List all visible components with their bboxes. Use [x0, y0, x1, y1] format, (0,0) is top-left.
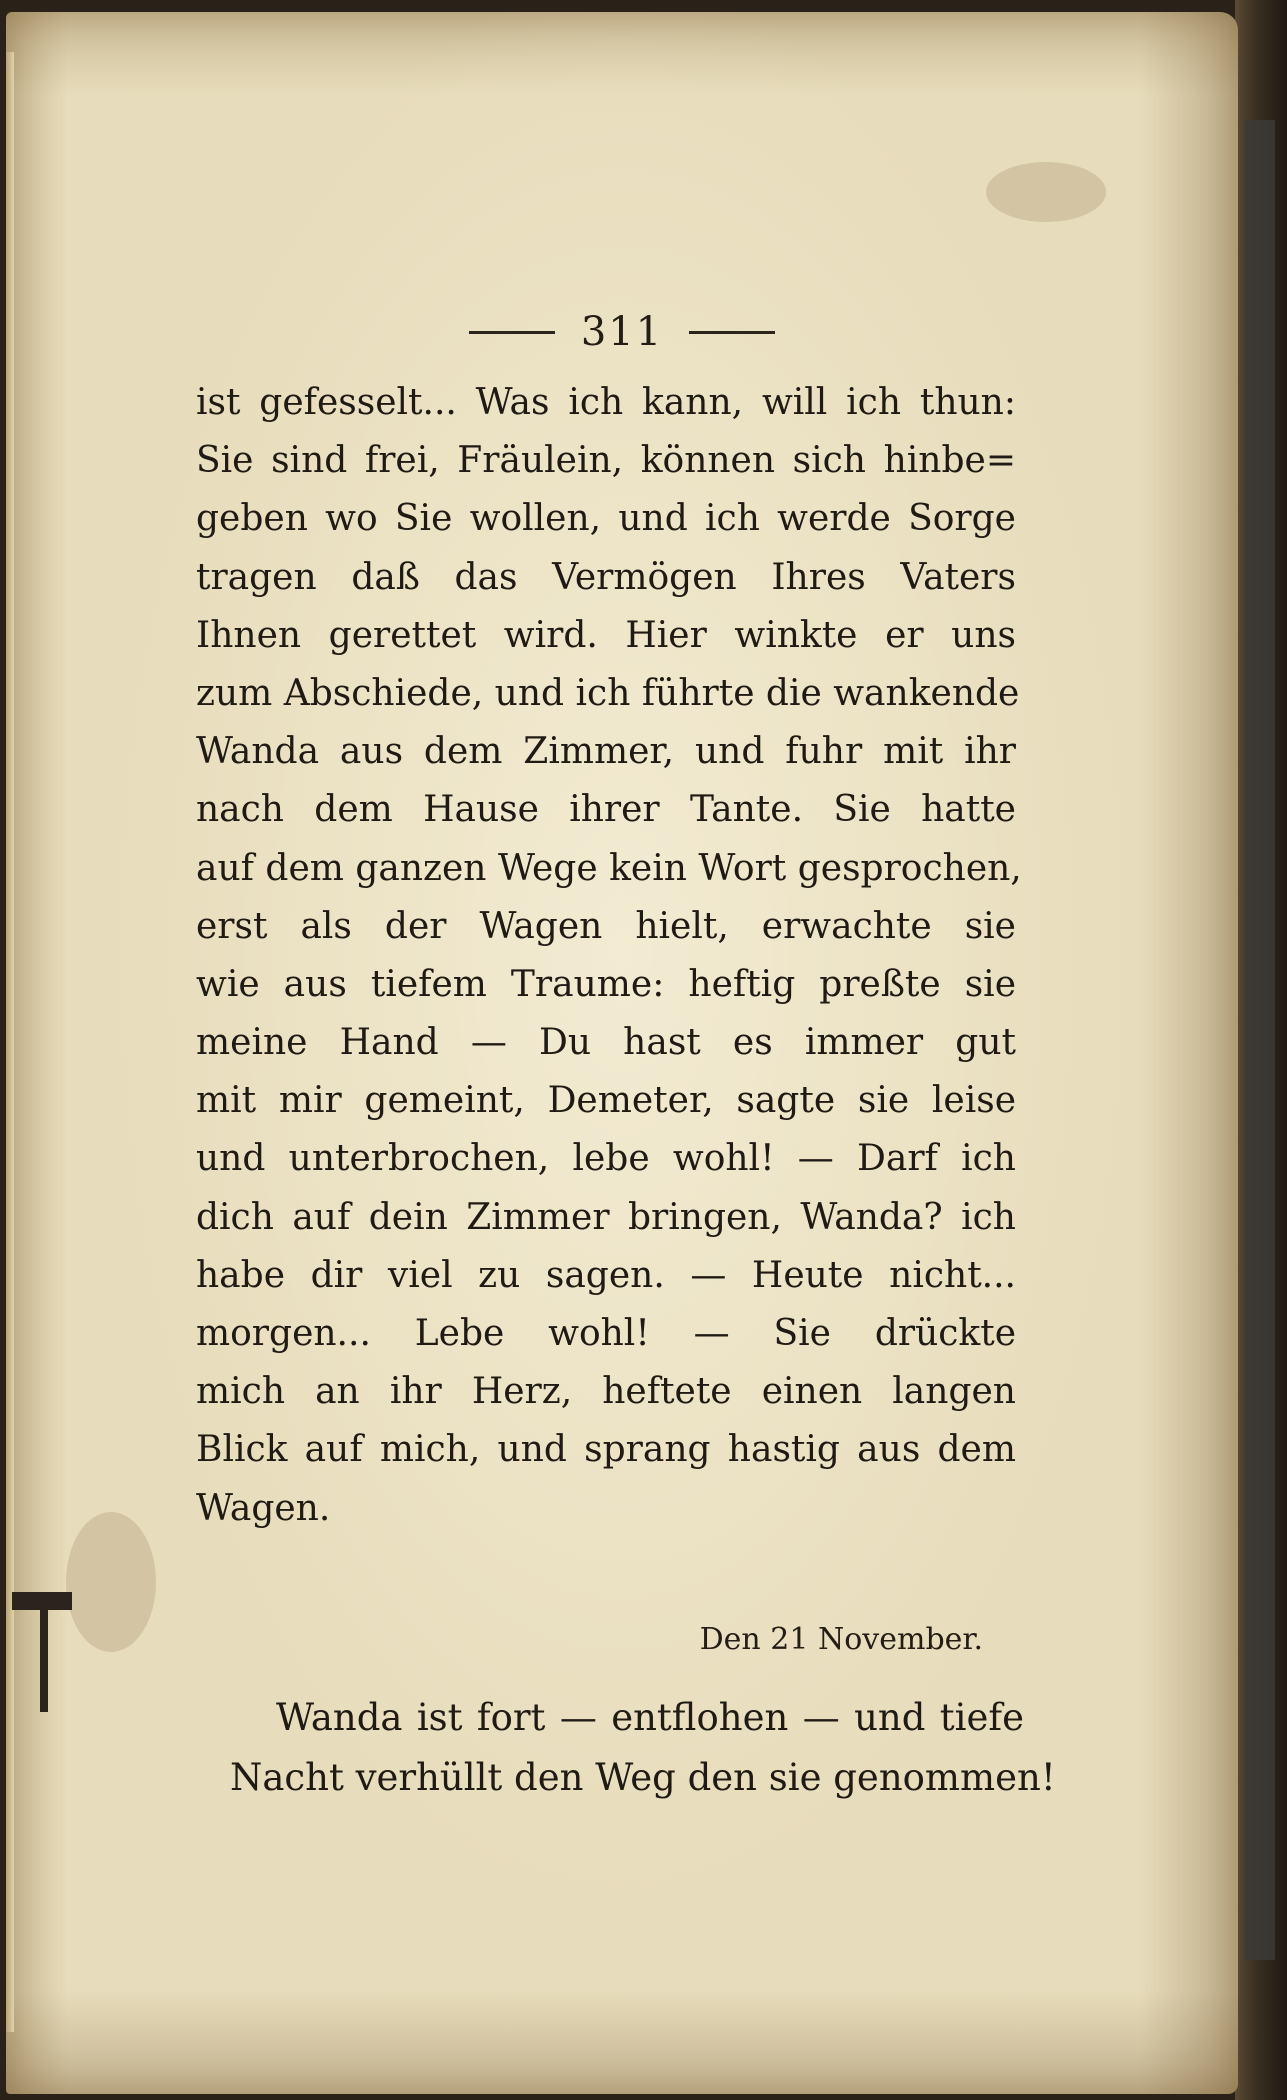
paragraph-1: [196, 374, 1022, 1538]
text-line: wie aus tiefem Traume: heftig preßte sie: [196, 963, 1016, 1005]
paragraph-2: [230, 1688, 1056, 1808]
text-line: morgen... Lebe wohl! — Sie drückte: [196, 1313, 1016, 1354]
text-line: Ihnen gerettet wird. Hier winkte er uns: [196, 614, 1016, 656]
binding-mark: [40, 1592, 48, 1712]
header-rule-left: [469, 331, 555, 334]
paper-stain: [986, 162, 1106, 222]
cover-cloth: [1245, 120, 1275, 1960]
text-line: zum Abschiede, und ich führte die wankende: [196, 672, 1020, 714]
book-cover-edge: [1235, 0, 1287, 2100]
text-line: geben wo Sie wollen, und ich werde Sorge: [196, 498, 1016, 540]
paper-stain: [66, 1512, 156, 1652]
text-line: auf dem ganzen Wege kein Wort gesprochen,: [196, 847, 1022, 889]
text-line: mit mir gemeint, Demeter, sagte sie leise: [196, 1080, 1016, 1122]
text-line: dich auf dein Zimmer bringen, Wanda? ich: [196, 1196, 1016, 1238]
text-line: erst als der Wagen hielt, erwachte sie: [196, 905, 1016, 947]
text-line: und unterbrochen, lebe wohl! — Darf ich: [196, 1138, 1016, 1180]
page-number: 311: [580, 309, 664, 355]
text-line: Nacht verhüllt den Weg den sie genommen!: [230, 1756, 1056, 1799]
header-rule-right: [689, 331, 775, 334]
text-line: ist gefesselt... Was ich kann, will ich thun:: [196, 382, 1016, 423]
text-line: mich an ihr Herz, heftete einen langen: [196, 1371, 1016, 1413]
text-line: Wanda ist fort — entflohen — und tiefe: [276, 1696, 1024, 1739]
page-header: [6, 302, 1238, 362]
text-line: habe dir viel zu sagen. — Heute nicht...: [196, 1254, 1016, 1296]
text-line: Wagen.: [196, 1487, 331, 1529]
text-line: nach dem Hause ihrer Tante. Sie hatte: [196, 789, 1016, 831]
text-line: Sie sind frei, Fräulein, können sich hinbe=: [196, 440, 1016, 482]
text-line: Wanda aus dem Zimmer, und fuhr mit ihr: [196, 731, 1016, 773]
text-line: meine Hand — Du hast es immer gut: [196, 1022, 1016, 1064]
text-line: tragen daß das Vermögen Ihres Vaters: [196, 556, 1016, 598]
text-line: Blick auf mich, und sprang hastig aus dem: [196, 1429, 1016, 1471]
section-dateline: Den 21 November.: [699, 1622, 983, 1657]
book-page: [6, 12, 1238, 2094]
